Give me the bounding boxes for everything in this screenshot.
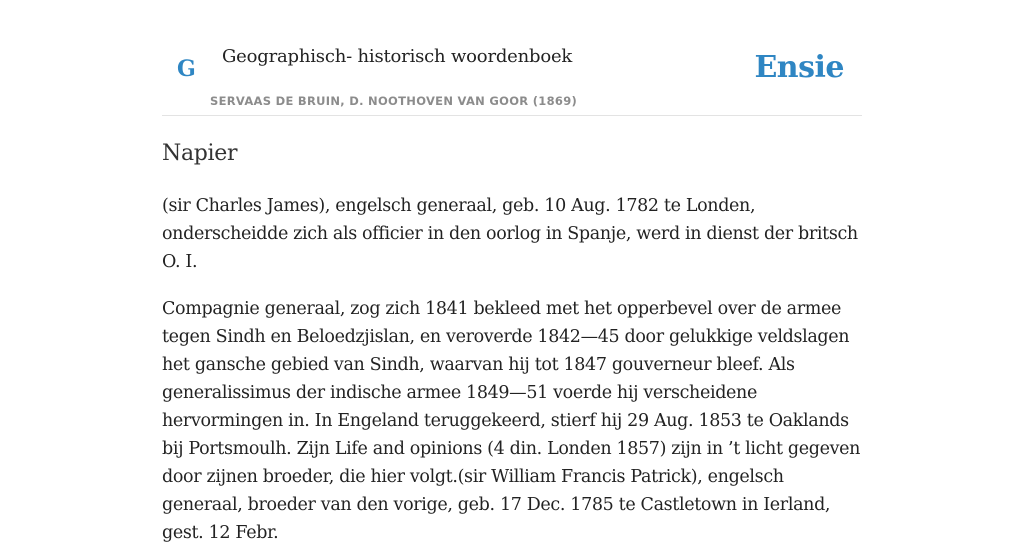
book-title-link[interactable]: Geographisch- historisch woordenboek (222, 46, 573, 67)
book-logo-icon[interactable]: G (177, 56, 196, 82)
entry-paragraph: (sir Charles James), engelsch generaal, geb. 10 Aug. 1782 te Londen, onderscheidde zich als officier in den oorlog in Spanje, werd in dienst der britsch O. I. (162, 196, 858, 272)
page-header (162, 0, 862, 116)
entry-paragraph: Compagnie generaal, zog zich 1841 bekleed met het opperbevel over de armee tegen Sindh en Beloedzjislan, en veroverde 1842—45 door gelukkige veldslagen het gansche gebied van Sindh, waarvan hij tot 1847 gouverneur bleef. Als generalissimus der indische armee 1849—51 voerde hij verscheidene hervormingen in. In Engeland teruggekeerd, stierf hij 29 Aug. 1853 te Oaklands bij Portsmoulh. Zijn Life and opinions (4 din. Londen 1857) zijn in ’t licht gegeven door zijnen broeder, die hier volgt.(sir William Francis Patrick), engelsch generaal, broeder van den vorige, geb. 17 Dec. 1785 te Castletown in Ierland, gest. 12 Febr. (162, 299, 861, 543)
ensie-logo[interactable]: Ensie (754, 50, 844, 85)
book-authors-year: SERVAAS DE BRUIN, D. NOOTHOVEN VAN GOOR (1869) (210, 94, 578, 108)
article-content (162, 138, 862, 547)
entry-title: Napier (162, 141, 238, 166)
